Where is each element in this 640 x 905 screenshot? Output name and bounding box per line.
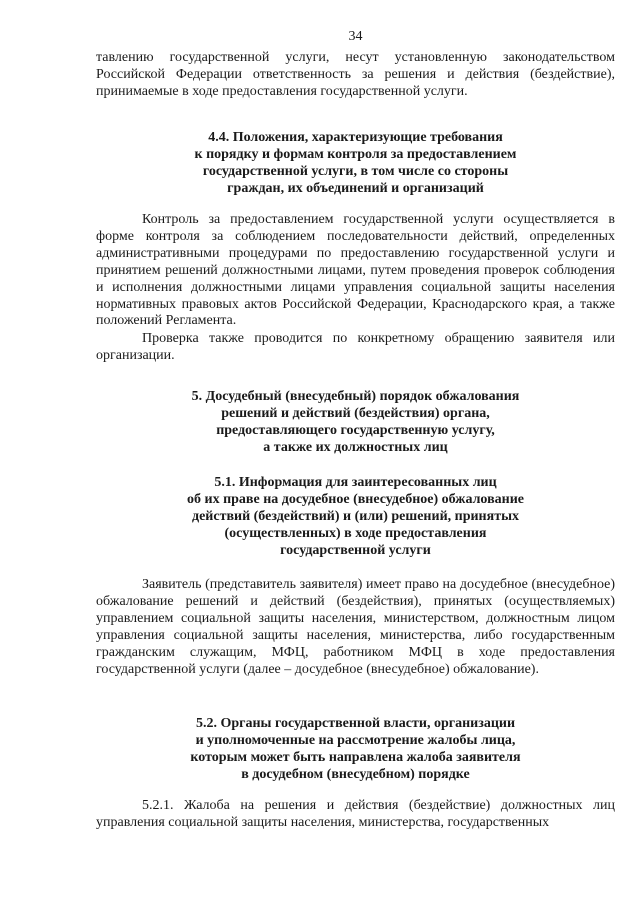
heading-line: граждан, их объединений и организаций — [227, 181, 484, 196]
heading-line: 5.2. Органы государственной власти, организации — [195, 716, 516, 731]
heading-line: 4.4. Положения, характеризующие требования — [208, 130, 503, 145]
control-paragraph: Контроль за предоставлением государственной услуги осуществляется в форме контроля за соблюдением последовательности действий, определенных административными процедурами по предоставлению государственной услуги и принятием решений должностными лицами, путем проведения проверок соблюдения и исполнения должностными лицами управления социальной защиты населения нормативных правовых актов Российской Федерации, Краснодарского края, а также положений Регламента. — [96, 212, 615, 329]
heading-line: действий (бездействий) и (или) решений, принятых — [192, 509, 519, 524]
heading-line: 5.1. Информация для заинтересованных лиц — [214, 475, 497, 490]
applicant-paragraph: Заявитель (представитель заявителя) имеет право на досудебное (внесудебное) обжалование решений и действий (бездействия), принятых (осуществляемых) управлением социальной защиты населения, министерством, должностным лицом управления социальной защиты населения, министерства, либо государственным гражданским служащим, МФЦ, работником МФЦ в ходе предоставления государственной услуги (далее – досудебное (внесудебное) обжалование). — [96, 577, 615, 677]
heading-line: и уполномоченные на рассмотрение жалобы лица, — [195, 733, 516, 748]
heading-line: к порядку и формам контроля за предоставлением — [194, 147, 517, 162]
heading-line: об их праве на досудебное (внесудебное) обжалование — [187, 492, 524, 507]
section-heading-5 — [96, 388, 615, 456]
heading-line: в досудебном (внесудебном) порядке — [241, 767, 470, 782]
continuation-paragraph: тавлению государственной услуги, несут установленную законодательством Российской Федерации ответственность за решения и действия (бездействие), принимаемые в ходе предоставления государственной услуги. — [96, 50, 615, 99]
heading-line: а также их должностных лиц — [263, 440, 448, 455]
heading-line: 5. Досудебный (внесудебный) порядок обжалования — [191, 389, 520, 404]
section-heading-4-4 — [96, 129, 615, 197]
heading-line: (осуществленных) в ходе предоставления — [224, 526, 487, 541]
heading-line: решений и действий (бездействия) органа, — [221, 406, 490, 421]
section-heading-5-1 — [96, 474, 615, 559]
paragraph-5-2-1: 5.2.1. Жалоба на решения и действия (бездействие) должностных лиц управления социальной защиты населения, министерства, государственных — [96, 798, 615, 830]
heading-line: государственной услуги — [280, 543, 431, 558]
section-heading-5-2 — [96, 715, 615, 783]
page-number: 34 — [348, 29, 363, 44]
heading-line: государственной услуги, в том числе со стороны — [202, 164, 509, 179]
heading-line: которым может быть направлена жалоба заявителя — [190, 750, 521, 765]
heading-line: предоставляющего государственную услугу, — [216, 423, 495, 438]
check-paragraph: Проверка также проводится по конкретному обращению заявителя или организации. — [96, 331, 615, 363]
